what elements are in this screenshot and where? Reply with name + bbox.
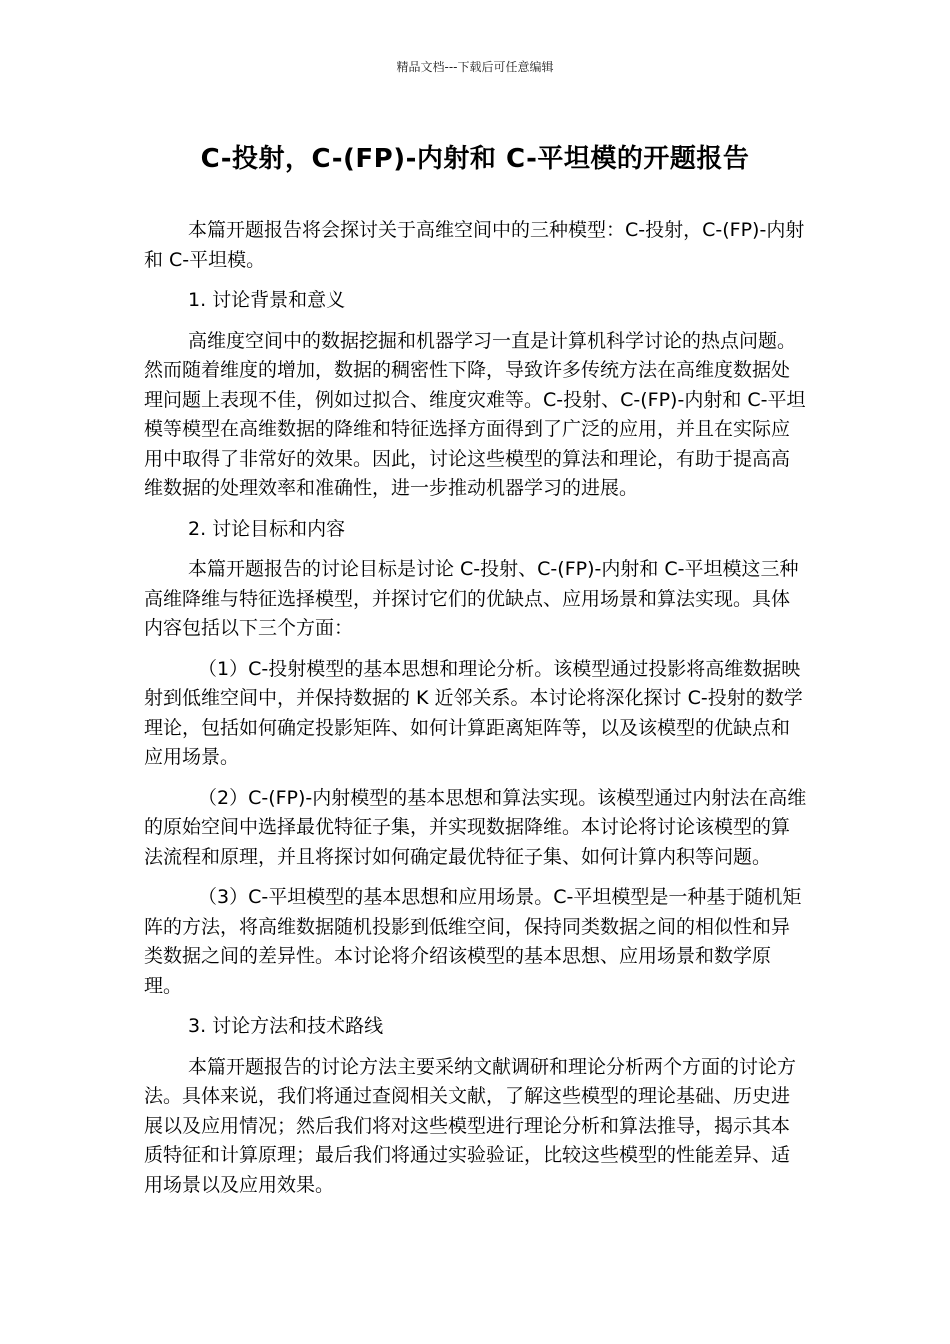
section-heading-1: 1. 讨论背景和意义 [188, 289, 346, 311]
item-3-paragraph: （3）C-平坦模型的基本思想和应用场景。C-平坦模型是一种基于随机矩阵的方法，将高维数据随机投影到低维空间，保持同类数据之间的相似性和异类数据之间的差异性。本讨论将介绍该模型的基本思想、应用场景和数学原理。 [144, 886, 802, 997]
document-body [144, 216, 808, 1211]
section-heading-2: 2. 讨论目标和内容 [188, 517, 346, 540]
item-1-paragraph: （1）C-投射模型的基本思想和理论分析。该模型通过投影将高维数据映射到低维空间中，并保持数据的 K 近邻关系。本讨论将深化探讨 C-投射的数学理论，包括如何确定投影矩阵、如何计算距离矩阵等，以及该模型的优缺点和应用场景。 [144, 657, 803, 768]
goals-paragraph: 本篇开题报告的讨论目标是讨论 C-投射、C-(FP)-内射和 C-平坦模这三种高维降维与特征选择模型，并探讨它们的优缺点、应用场景和算法实现。具体内容包括以下三个方面： [144, 558, 799, 639]
intro-paragraph: 本篇开题报告将会探讨关于高维空间中的三种模型：C-投射，C-(FP)-内射和 C-平坦模。 [144, 219, 805, 271]
methods-paragraph: 本篇开题报告的讨论方法主要采纳文献调研和理论分析两个方面的讨论方法。具体来说，我们将通过查阅相关文献，了解这些模型的理论基础、历史进展以及应用情况；然后我们将对这些模型进行理论分析和算法推导，揭示其本质特征和计算原理；最后我们将通过实验验证，比较这些模型的性能差异、适用场景以及应用效果。 [144, 1055, 797, 1196]
header-note: 精品文档---下载后可任意编辑 [396, 60, 554, 74]
item-2-paragraph: （2）C-(FP)-内射模型的基本思想和算法实现。该模型通过内射法在高维的原始空间中选择最优特征子集，并实现数据降维。本讨论将讨论该模型的算法流程和原理，并且将探讨如何确定最优特征子集、如何计算内积等问题。 [144, 786, 807, 868]
page-title: C-投射，C-(FP)-内射和 C-平坦模的开题报告 [200, 144, 750, 174]
background-paragraph: 高维度空间中的数据挖掘和机器学习一直是计算机科学讨论的热点问题。然而随着维度的增加，数据的稠密性下降，导致许多传统方法在高维度数据处理问题上表现不佳，例如过拟合、维度灾难等。C-投射、C-(FP)-内射和 C-平坦模等模型在高维数据的降维和特征选择方面得到了广泛的应用，并且在实际应用中取得了非常好的效果。因此，讨论这些模型的算法和理论，有助于提高高维数据的处理效率和准确性，进一步推动机器学习的进展。 [144, 329, 806, 499]
section-heading-3: 3. 讨论方法和技术路线 [188, 1015, 384, 1037]
